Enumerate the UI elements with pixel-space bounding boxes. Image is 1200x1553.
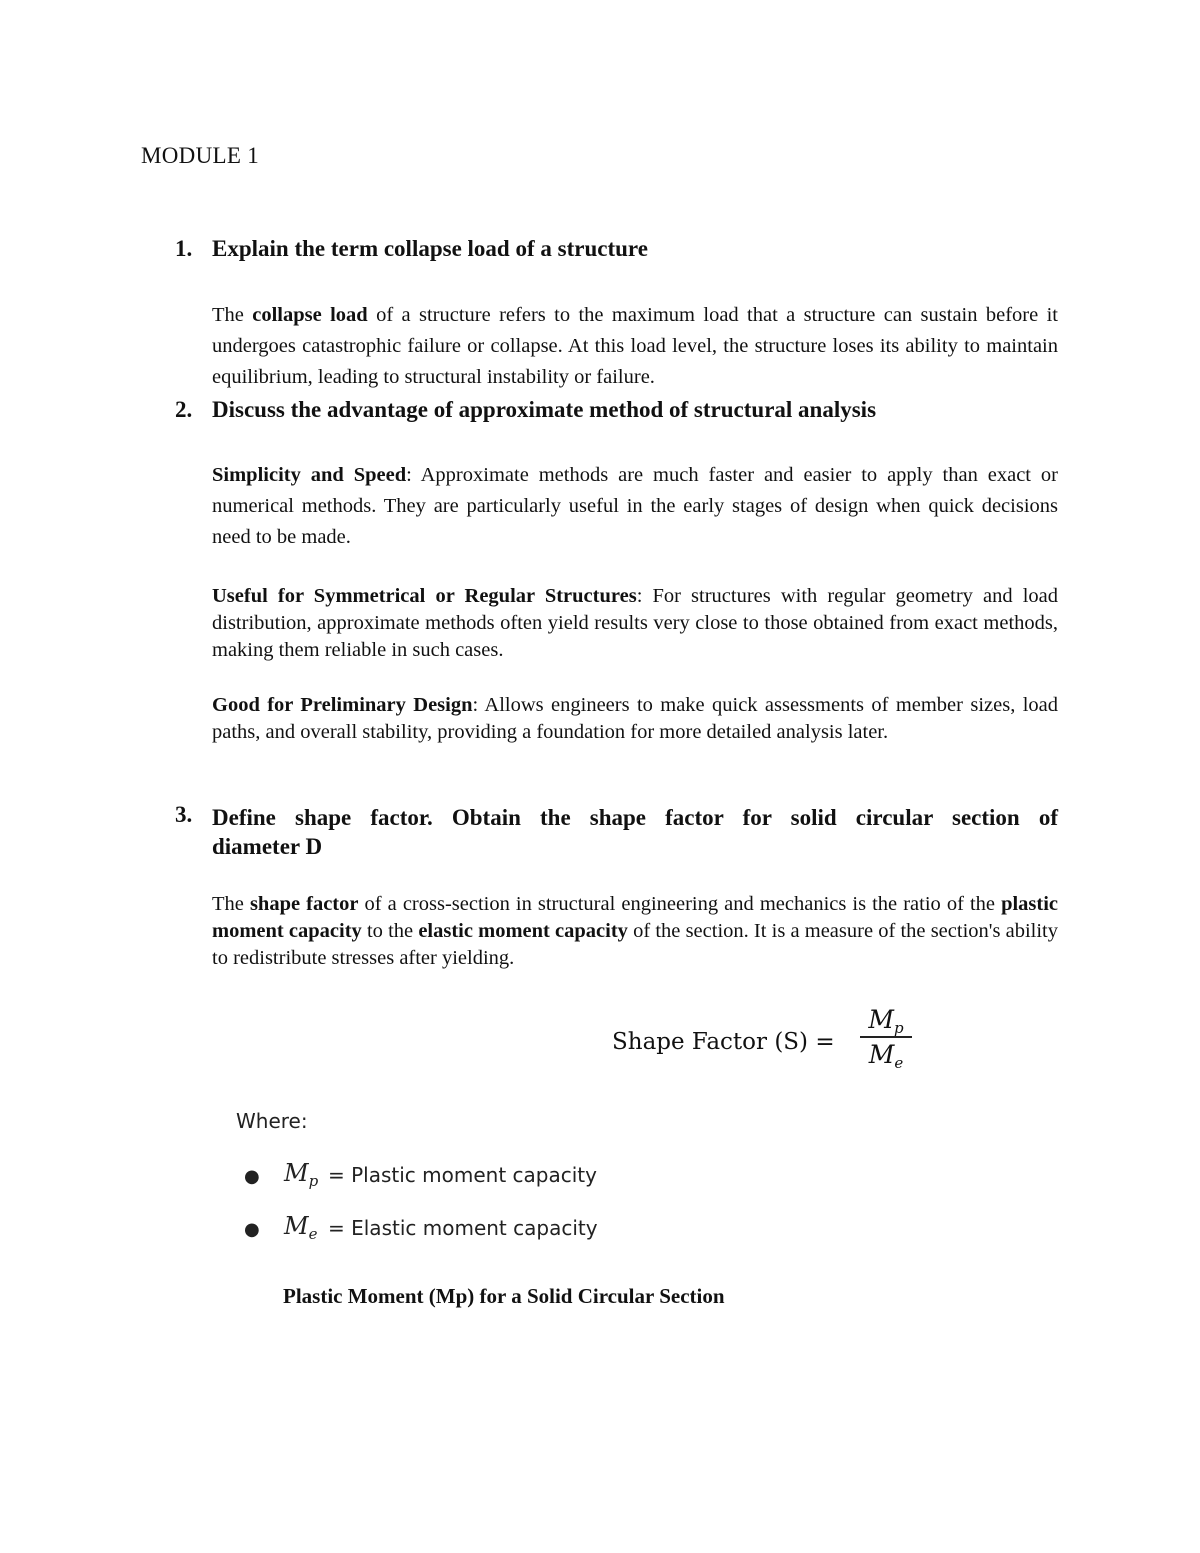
formula-lhs: Shape Factor (S) = xyxy=(612,1029,835,1055)
bullet-icon: ● xyxy=(244,1219,260,1240)
formula-numerator: $M_p$ xyxy=(868,1005,904,1037)
list-item-text: = Plastic moment capacity xyxy=(328,1163,597,1187)
symbol-me: $M_e$ xyxy=(284,1212,318,1243)
formula-denominator: $M_e$ xyxy=(868,1040,904,1072)
formula-fraction xyxy=(860,1005,912,1072)
module-title: MODULE 1 xyxy=(141,143,260,168)
answer-1-paragraph: The collapse load of a structure refers to the maximum load that a structure can sustain before it undergoes catastrophic failure or collapse. At this load level, the structure loses its ability to maintain equilibrium, leading to structural instability or failure. xyxy=(212,304,1058,388)
answer-2-point-2: Useful for Symmetrical or Regular Structures: For structures with regular geometry and load distribution, approximate methods often yield results very close to those obtained from exact methods, making them reliable in such cases. xyxy=(212,585,1058,661)
question-text-line-1: Define shape factor. Obtain the shape factor for solid circular section of xyxy=(212,805,1058,830)
section-subheading: Plastic Moment (Mp) for a Solid Circular Section xyxy=(283,1284,725,1308)
shape-factor-formula xyxy=(612,1005,912,1085)
question-text: Explain the term collapse load of a structure xyxy=(212,236,648,261)
answer-2-point-3: Good for Preliminary Design: Allows engineers to make quick assessments of member sizes, load paths, and overall stability, providing a foundation for more detailed analysis later. xyxy=(212,694,1058,743)
answer-2-point-1: Simplicity and Speed: Approximate methods are much faster and easier to apply than exact or numerical methods. They are particularly useful in the early stages of design when quick decisions need to be made. xyxy=(212,464,1058,548)
where-label: Where: xyxy=(236,1109,308,1133)
question-number: 2. xyxy=(175,397,193,422)
question-number: 1. xyxy=(175,236,193,261)
fraction-bar xyxy=(860,1036,912,1038)
bullet-icon: ● xyxy=(244,1166,260,1187)
answer-3-paragraph: The shape factor of a cross-section in structural engineering and mechanics is the ratio of the plastic moment capacity to the elastic moment capacity of the section. It is a measure of the section's ability to redistribute stresses after yielding. xyxy=(212,893,1059,969)
term-collapse-load: collapse load xyxy=(252,304,368,326)
question-number: 3. xyxy=(175,802,193,827)
question-text: Discuss the advantage of approximate method of structural analysis xyxy=(212,397,877,422)
question-text-line-2: diameter D xyxy=(212,834,323,859)
symbol-mp: $M_p$ xyxy=(284,1159,319,1190)
list-item-text: = Elastic moment capacity xyxy=(328,1216,598,1240)
